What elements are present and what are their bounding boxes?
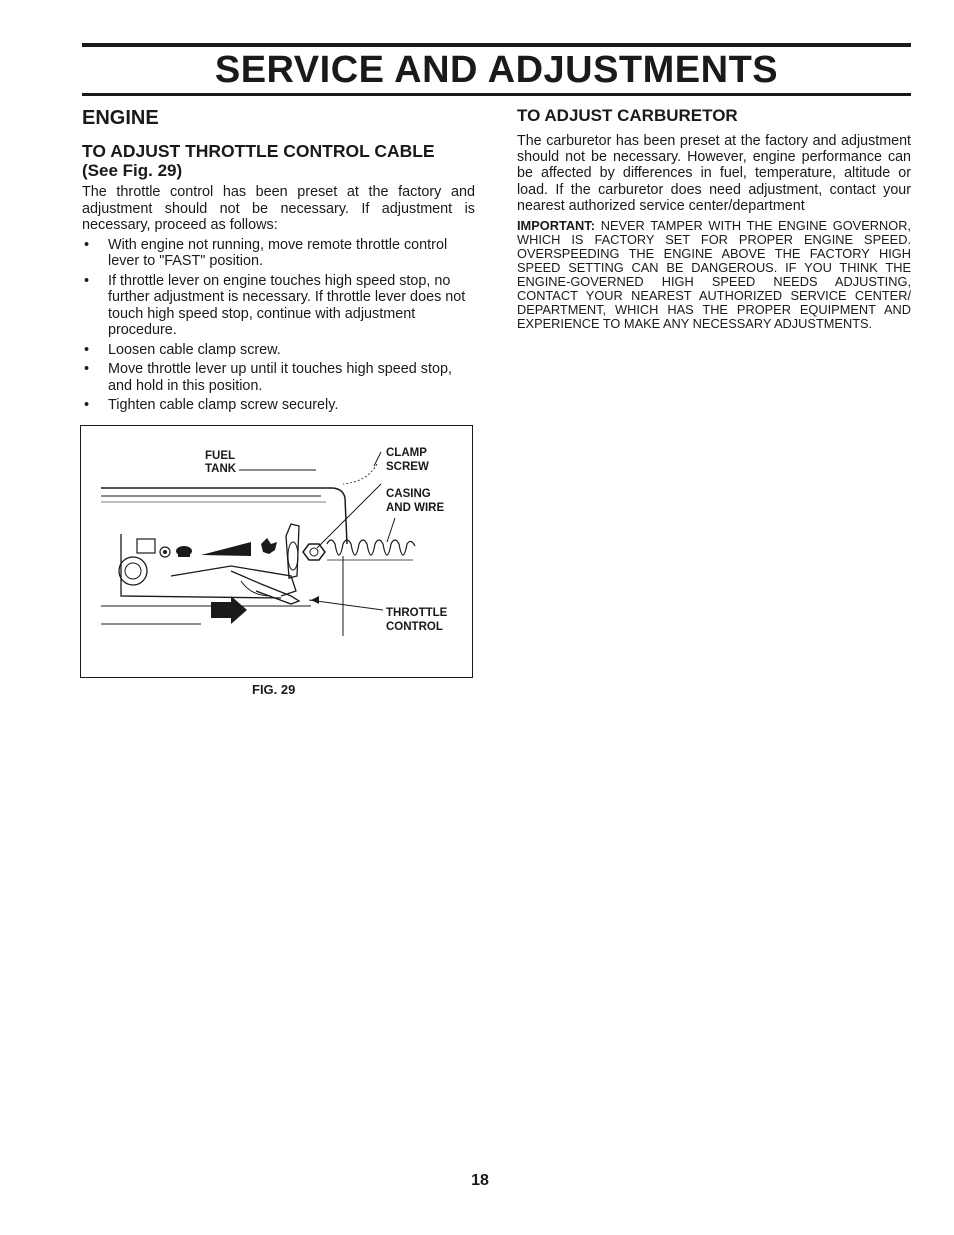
leader-clamp-screw [343, 464, 377, 484]
step-text: Tighten cable clamp screw securely. [108, 397, 339, 413]
important-warning [517, 219, 911, 331]
bolt [119, 557, 147, 585]
section-heading-engine: ENGINE [82, 107, 159, 129]
speed-wedge [201, 542, 251, 556]
important-lead: IMPORTANT: [517, 218, 595, 234]
carburetor-paragraph: The carburetor has been preset at the factory and adjustment should not be necessary. However, engine performance can be affected by differences in fuel, temperature, altitude or load. If the carburetor does need adjustment, contact your nearest authorized service center/department [517, 133, 911, 214]
stop-block [137, 539, 155, 553]
left-column [82, 106, 475, 417]
bullet: • [84, 397, 90, 413]
leader-throttle-control [311, 596, 319, 604]
bullet: • [84, 361, 90, 377]
throttle-steps-list [82, 237, 475, 414]
step-text: If throttle lever on engine touches high speed stop, no further adjustment is necessary. If throttle lever does not touch high speed stop, continue with adjustment procedure. [108, 272, 466, 338]
label-clamp: CLAMP [386, 447, 427, 459]
list-item [82, 361, 475, 394]
page-title: SERVICE AND ADJUSTMENTS [214, 49, 779, 91]
label-tank: TANK [205, 463, 237, 475]
carburetor-heading: TO ADJUST CARBURETOR [517, 106, 738, 125]
important-text: NEVER TAMPER WITH THE ENGINE GOVERNOR, WHICH IS FACTORY SET FOR PROPER ENGINE SPEED. OVERSPEEDING THE ENGINE ABOVE THE FACTORY HIGH SPEED SETTING CAN BE DANGEROUS. IF YOU THINK THE ENGINE-GOVERNED HIGH SPEED NEEDS ADJUSTING, CONTACT YOUR NEAREST AUTHORIZED SERVICE CENTER/ DEPARTMENT, WHICH HAS THE PROPER EQUIPMENT AND EXPERIENCE TO MAKE ANY NECESSARY ADJUSTMENTS. [517, 218, 911, 332]
label-casing: CASING [386, 488, 431, 500]
figure-caption: FIG. 29 [252, 682, 296, 697]
label-control: CONTROL [386, 621, 443, 633]
list-item [82, 342, 475, 359]
throttle-cable-figure-ref: (See Fig. 29) [82, 161, 183, 180]
bullet: • [84, 236, 90, 253]
leader-clamp-screw [374, 452, 381, 466]
leader-throttle-control [309, 600, 383, 610]
bullet: • [84, 341, 90, 358]
casing-spring [327, 540, 415, 555]
choke-symbol [163, 550, 167, 554]
throttle-lever [241, 581, 271, 596]
figure-29-box [80, 425, 473, 678]
slow-turtle-icon [178, 554, 190, 557]
bolt [125, 563, 141, 579]
list-item [82, 397, 475, 414]
step-text: Loosen cable clamp screw. [108, 341, 281, 358]
engine-body [121, 534, 281, 598]
throttle-lever [171, 566, 296, 596]
label-throttle: THROTTLE [386, 607, 448, 619]
throttle-cable-heading: TO ADJUST THROTTLE CONTROL CABLE [82, 141, 435, 161]
label-screw: SCREW [386, 461, 429, 473]
list-item [82, 273, 475, 339]
label-and-wire: AND WIRE [386, 502, 445, 514]
step-text: Move throttle lever up until it touches high speed stop, and hold in this position. [108, 361, 452, 394]
clamp-bracket [288, 542, 298, 570]
fast-rabbit-icon [261, 538, 277, 554]
leader-and-wire [387, 518, 395, 542]
bullet: • [84, 272, 90, 289]
throttle-intro-paragraph: The throttle control has been preset at the factory and adjustment should not be necessary. If adjustment is necessary, proceed as follows: [82, 184, 475, 233]
step-text: With engine not running, move remote throttle control lever to "FAST" position. [108, 236, 448, 269]
label-fuel: FUEL [205, 450, 236, 462]
clamp-screw-nut [303, 544, 325, 560]
leader-casing [317, 484, 381, 548]
right-column [517, 106, 911, 331]
header-rule-bottom [82, 93, 911, 96]
list-item [82, 237, 475, 270]
fast-arrow-icon [211, 596, 247, 624]
page-number: 18 [471, 1172, 489, 1189]
